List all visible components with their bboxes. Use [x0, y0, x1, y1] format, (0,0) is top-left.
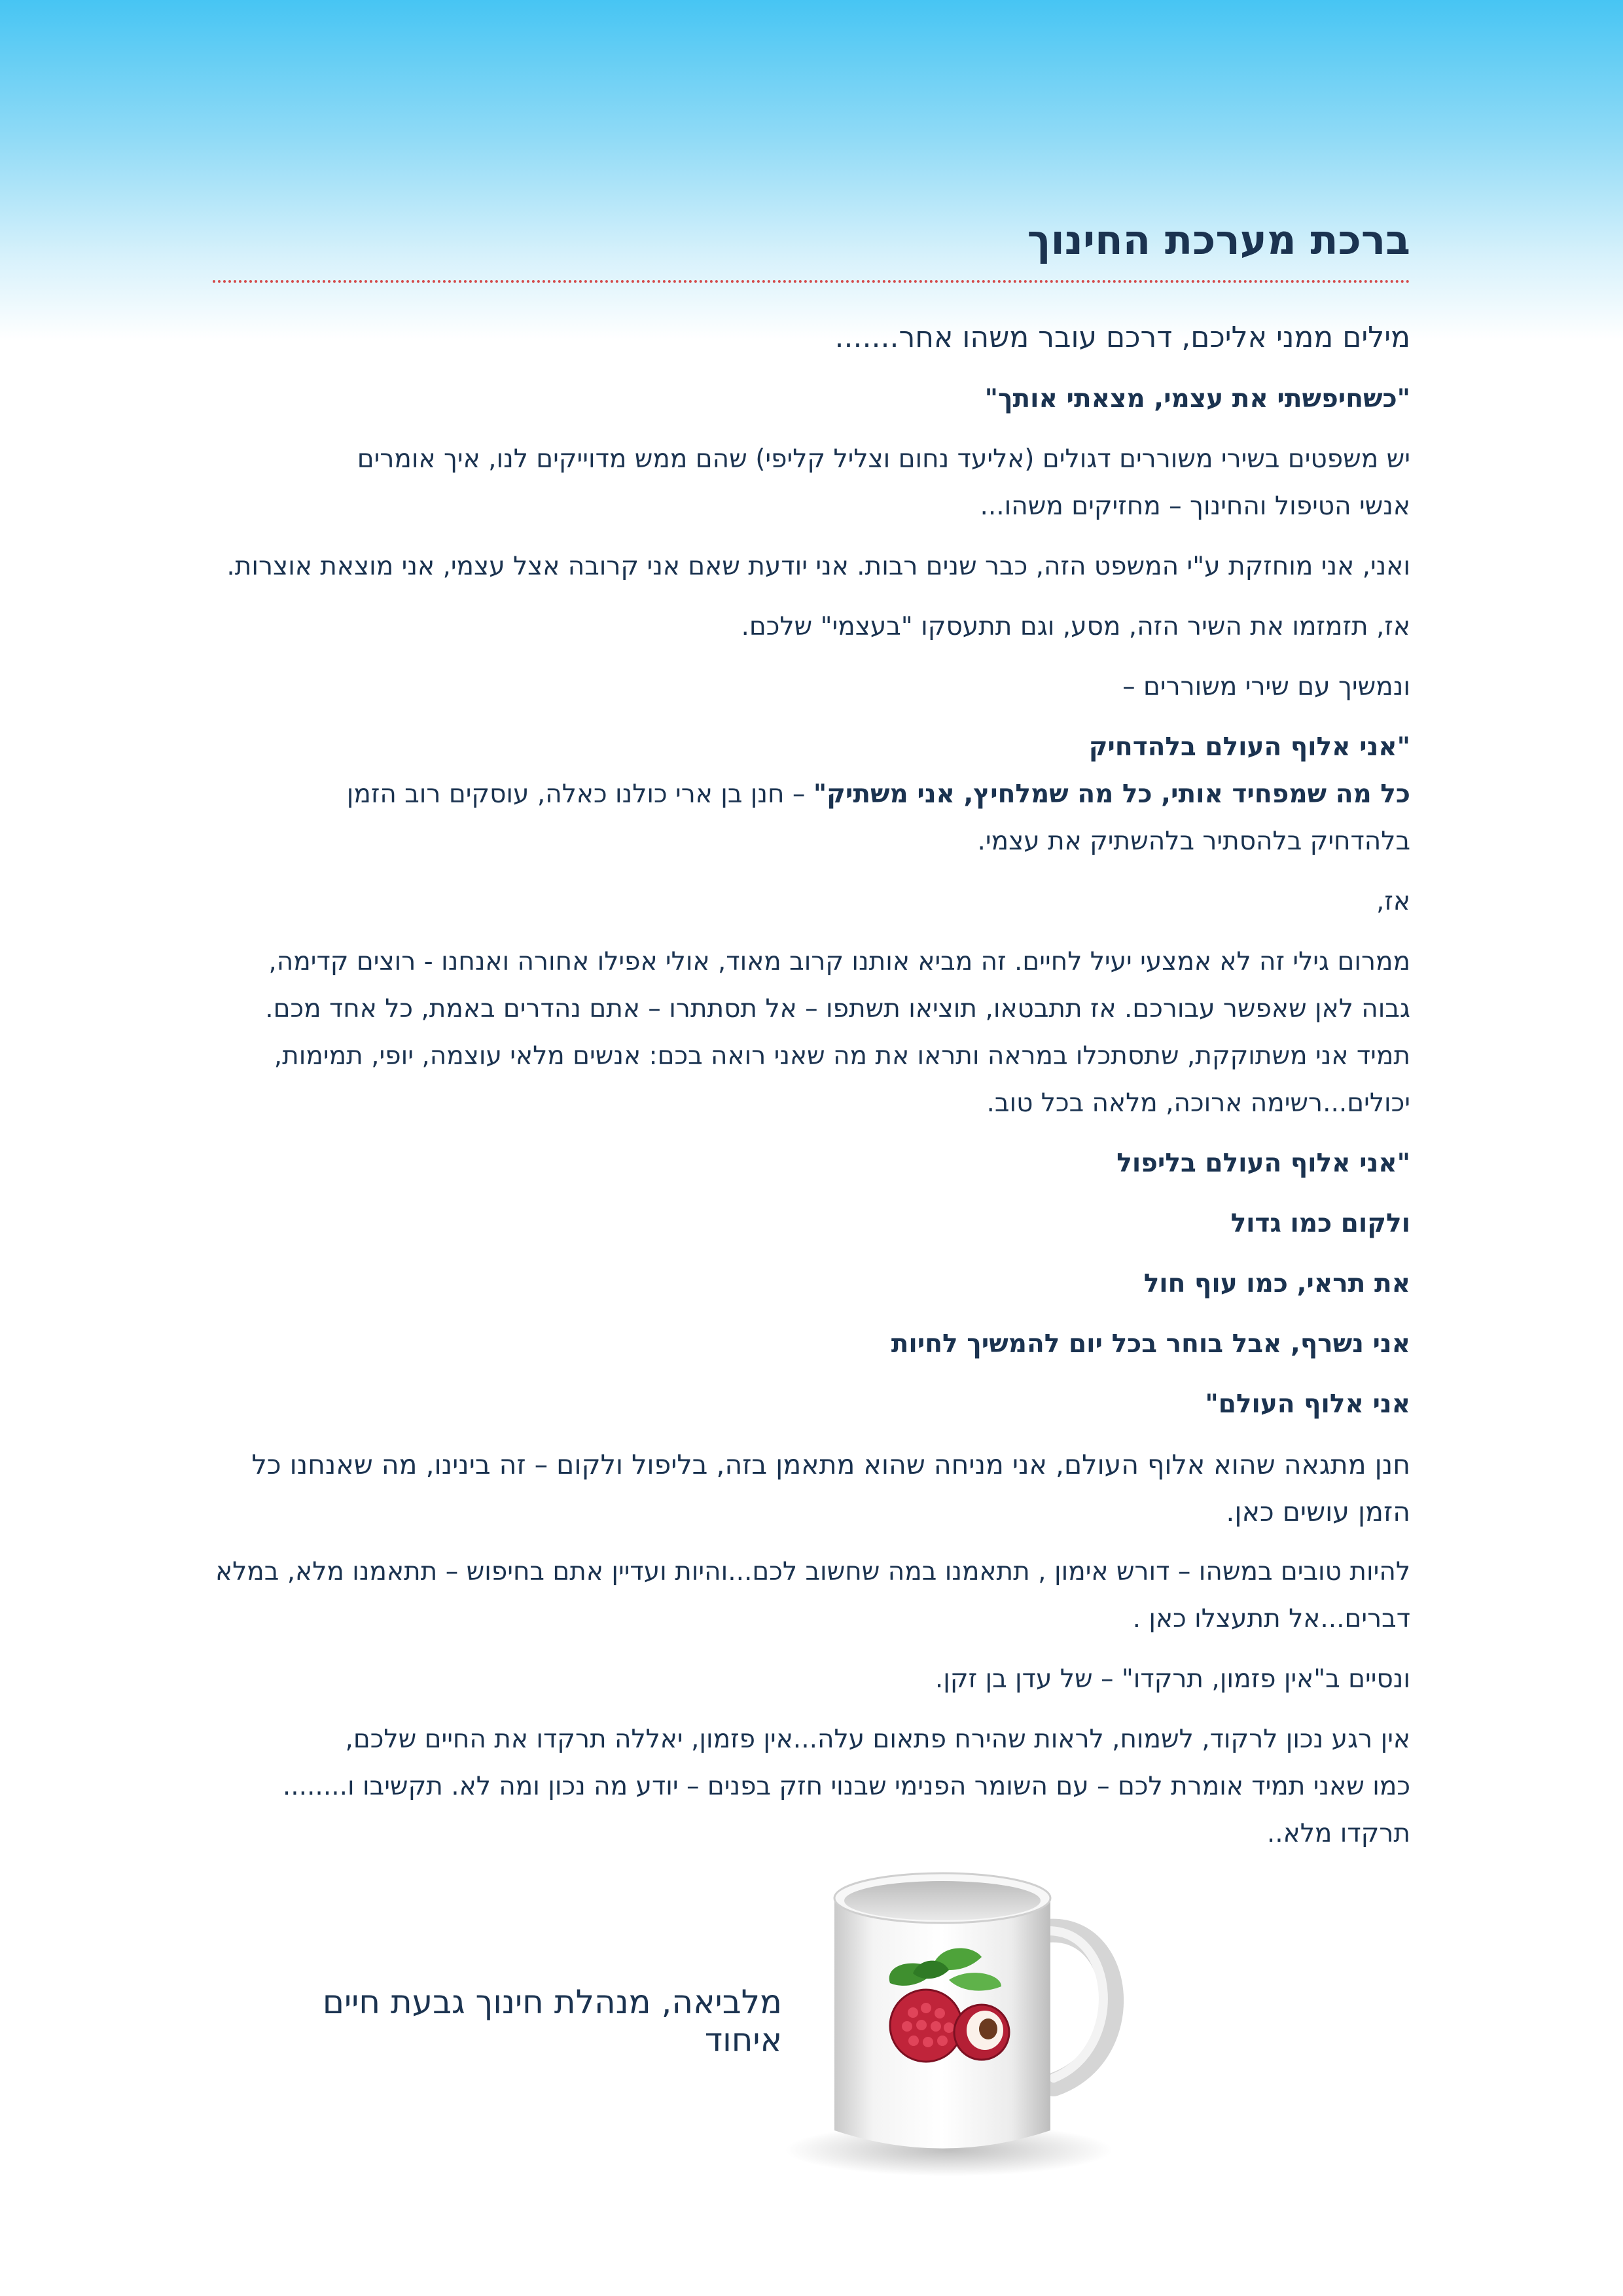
paragraph-quote-3-line-3: את תראי, כמו עוף חול	[1143, 1269, 1410, 1299]
title-divider	[213, 280, 1410, 283]
paragraph-quote-2: "אני אלוף העולם בלהדחיק	[1088, 732, 1410, 762]
paragraph-7: ונמשיך עם שירי משוררים –	[1122, 672, 1410, 702]
paragraph-9-text: – חנן בן ארי כולנו כאלה, עוסקים רוב הזמן	[346, 780, 813, 809]
paragraph-22: כמו שאני תמיד אומרת לכם – עם השומר הפנימי שבנוי חזק בפנים – יודע מה נכון ומה לא. תקשיבו ו........	[282, 1772, 1410, 1801]
paragraph-quote-1: "כשחיפשתי את עצמי, מצאתי אותך"	[984, 384, 1410, 414]
paragraph-quote-3-line-2: ולקום כמו גדול	[1230, 1209, 1410, 1238]
paragraph-12: ממרום גילי זה לא אמצעי יעיל לחיים. זה מביא אותנו קרוב מאוד, אולי אפילו אחורה ואנחנו - רוצים קדימה, גבוה לאן שאפשר עבורכם. אז תתבטאו, תוציאו תשתפו – אל תסתתרו – אתם נהדרים באמת, כל אחד מכם. תמיד אני משתוקקת, שתסתכלו במראה ותראו את מה שאני רואה בכם: אנשים מלאי עוצמה, יופי, תמימות, יכולים...רשימה ארוכה, מלאה בכל טוב.	[265, 947, 1410, 1118]
paragraph-19: להיות טובים במשהו – דורש אימון , תתאמנו במה שחשוב לכם...והיות ועדיין אתם בחיפוש – תתאמנו מלא, במלא דברים...אל תתעצלו כאן .	[215, 1557, 1410, 1634]
paragraph-3: יש משפטים בשירי משוררים דגולים (אליעד נחום וצליל קליפי) שהם ממש מדוייקים לנו, איך אומרים	[357, 444, 1410, 474]
paragraph-quote-3-line-4: אני נשרף, אבל בוחר בכל יום להמשיך לחיות	[891, 1329, 1410, 1359]
paragraph-9-quote: כל מה שמפחיד אותי, כל מה שמלחיץ, אני משתיק"	[813, 780, 1410, 809]
paragraph-quote-3-line-1: "אני אלוף העולם בליפול	[1116, 1149, 1410, 1178]
paragraph-11: אז,	[1376, 887, 1410, 916]
paragraph-opening: מילים ממני אליכם, דרכם עובר משהו אחר.......	[834, 321, 1410, 354]
paragraph-4: אנשי הטיפול והחינוך – מחזיקים משהו...	[980, 492, 1410, 521]
paragraph-18: חנן מתגאה שהוא אלוף העולם, אני מניחה שהוא מתאמן בזה, בליפול ולקום – זה בינינו, מה שאנחנו כל הזמן עושים כאן.	[251, 1449, 1410, 1528]
paragraph-9	[213, 771, 1410, 818]
paragraph-20: ונסיים ב"אין פזמון, תרקדו" – של עדן בן זקן.	[935, 1664, 1410, 1694]
letter-body	[213, 314, 1410, 1857]
paragraph-6: אז, תזמזמו את השיר הזה, מסע, וגם תתעסקו "בעצמי" שלכם.	[741, 612, 1410, 641]
paragraph-23: תרקדו מלא..	[1266, 1819, 1410, 1848]
page-title: ברכת מערכת החינוך	[1027, 216, 1410, 264]
paragraph-21: אין רגע נכון לרקוד, לשמוח, לראות שהירח פתאום עלה...אין פזמון, יאללה תרקדו את החיים שלכם,	[345, 1725, 1410, 1754]
signature: מלביאה, מנהלת חינוך גבעת חיים איחוד	[322, 1983, 782, 2059]
paragraph-5: ואני, אני מוחזקת ע"י המשפט הזה, כבר שנים רבות. אני יודעת שאם אני קרובה אצל עצמי, אני מוצאת אוצרות.	[226, 552, 1410, 581]
paragraph-10: בלהדחיק בלהסתיר בלהשתיק את עצמי.	[977, 827, 1410, 856]
paragraph-quote-3-line-5: אני אלוף העולם"	[1205, 1390, 1410, 1419]
mug-with-lychee-icon	[785, 1859, 1152, 2179]
